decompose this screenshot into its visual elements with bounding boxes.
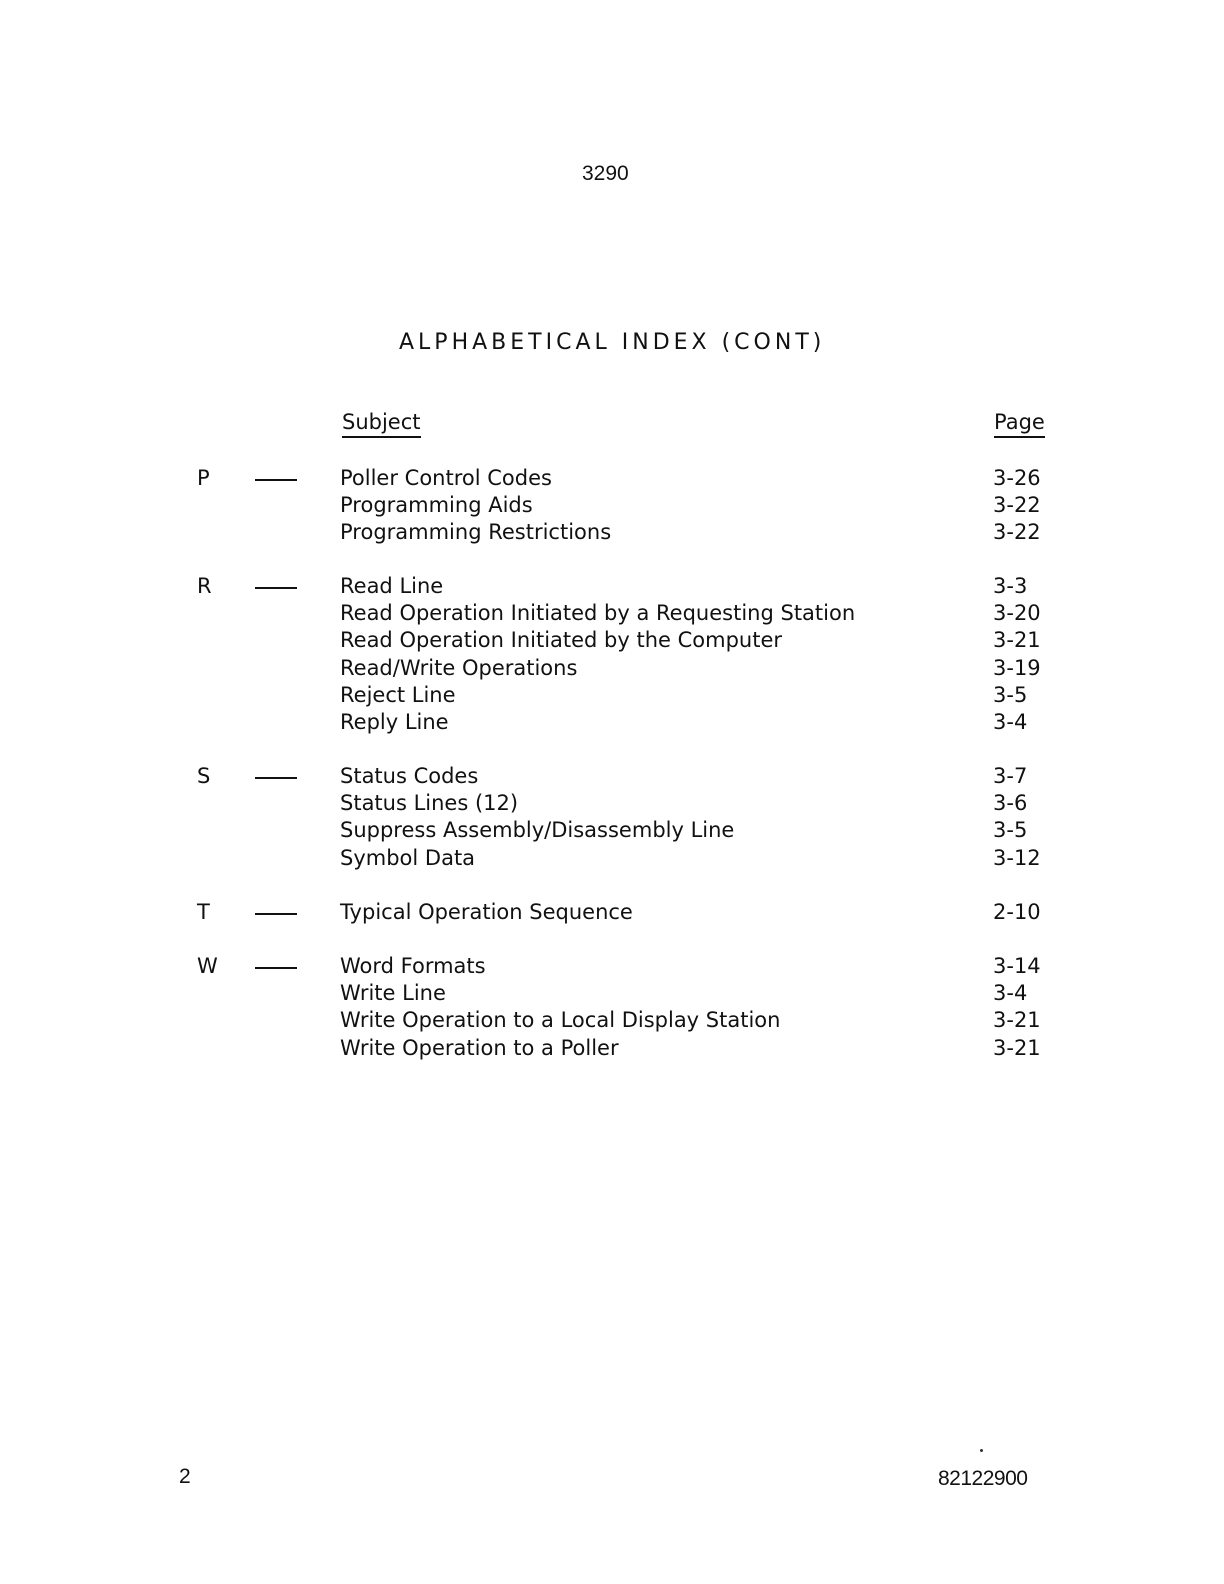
index-entry bbox=[340, 628, 1060, 655]
index-entry bbox=[340, 1008, 1060, 1035]
entry-subject: Write Line bbox=[340, 981, 446, 1006]
entry-page: 3-4 bbox=[993, 981, 1028, 1006]
entry-subject: Read/Write Operations bbox=[340, 655, 578, 680]
entry-page: 3-3 bbox=[993, 574, 1028, 598]
entry-subject: Status Codes bbox=[340, 764, 479, 788]
index-entry bbox=[340, 683, 1060, 710]
index-entry bbox=[340, 466, 1060, 493]
index-entry bbox=[340, 981, 1060, 1008]
entry-page: 3-21 bbox=[993, 1035, 1041, 1060]
group-letter: T bbox=[197, 900, 210, 924]
entry-subject: Suppress Assembly/Disassembly Line bbox=[340, 818, 735, 843]
index-entry bbox=[340, 520, 1060, 547]
entry-page: 3-26 bbox=[993, 466, 1041, 490]
index-entry bbox=[340, 900, 1060, 927]
index-entry bbox=[340, 710, 1060, 737]
entry-subject: Typical Operation Sequence bbox=[340, 900, 633, 924]
entry-subject: Status Lines (12) bbox=[340, 791, 519, 816]
index-entry bbox=[340, 601, 1060, 628]
entry-page: 3-14 bbox=[993, 954, 1041, 978]
group-dash bbox=[255, 479, 297, 481]
subject-column-header: Subject bbox=[342, 410, 421, 438]
index-entry bbox=[340, 791, 1060, 818]
entry-page: 2-10 bbox=[993, 900, 1041, 924]
entry-page: 3-4 bbox=[993, 710, 1028, 734]
group-dash bbox=[255, 913, 297, 915]
entry-subject: Reply Line bbox=[340, 710, 449, 734]
group-letter: W bbox=[197, 954, 218, 978]
entry-page: 3-21 bbox=[993, 628, 1041, 653]
group-dash bbox=[255, 777, 297, 779]
entry-subject: Write Operation to a Local Display Station bbox=[340, 1008, 781, 1033]
entry-page: 3-5 bbox=[993, 682, 1028, 707]
index-entry bbox=[340, 954, 1060, 981]
entry-page: 3-20 bbox=[993, 601, 1041, 626]
group-dash bbox=[255, 967, 297, 969]
entry-subject: Write Operation to a Poller bbox=[340, 1035, 619, 1060]
entry-subject: Programming Aids bbox=[340, 493, 533, 518]
entry-subject: Reject Line bbox=[340, 682, 456, 707]
group-dash bbox=[255, 587, 297, 589]
index-entry bbox=[340, 574, 1060, 601]
index-entry bbox=[340, 764, 1060, 791]
index-entry bbox=[340, 818, 1060, 845]
page-column-header: Page bbox=[994, 410, 1045, 438]
entry-subject: Symbol Data bbox=[340, 845, 476, 870]
entry-page: 3-21 bbox=[993, 1008, 1041, 1033]
entry-page: 3-22 bbox=[993, 520, 1041, 545]
index-entry bbox=[340, 493, 1060, 520]
group-letter: P bbox=[197, 466, 210, 490]
group-letter: R bbox=[197, 574, 212, 598]
entry-subject: Word Formats bbox=[340, 954, 486, 978]
entry-page: 3-22 bbox=[993, 493, 1041, 518]
page-number: 2 bbox=[179, 1465, 191, 1488]
page-title: ALPHABETICAL INDEX (CONT) bbox=[399, 330, 826, 355]
entry-subject: Read Operation Initiated by the Computer bbox=[340, 628, 783, 653]
entry-page: 3-7 bbox=[993, 764, 1028, 788]
document-number: 82122900 bbox=[938, 1467, 1028, 1490]
index-entry bbox=[340, 846, 1060, 873]
scan-speck bbox=[980, 1449, 983, 1452]
document-code: 3290 bbox=[582, 162, 629, 185]
entry-page: 3-12 bbox=[993, 845, 1041, 870]
entry-page: 3-5 bbox=[993, 818, 1028, 843]
entry-subject: Poller Control Codes bbox=[340, 466, 552, 490]
entry-page: 3-6 bbox=[993, 791, 1028, 816]
entry-page: 3-19 bbox=[993, 655, 1041, 680]
index-entry bbox=[340, 656, 1060, 683]
entry-subject: Read Line bbox=[340, 574, 444, 598]
index-entry bbox=[340, 1036, 1060, 1063]
group-letter: S bbox=[197, 764, 211, 788]
entry-subject: Read Operation Initiated by a Requesting Station bbox=[340, 601, 856, 626]
entry-subject: Programming Restrictions bbox=[340, 520, 612, 545]
